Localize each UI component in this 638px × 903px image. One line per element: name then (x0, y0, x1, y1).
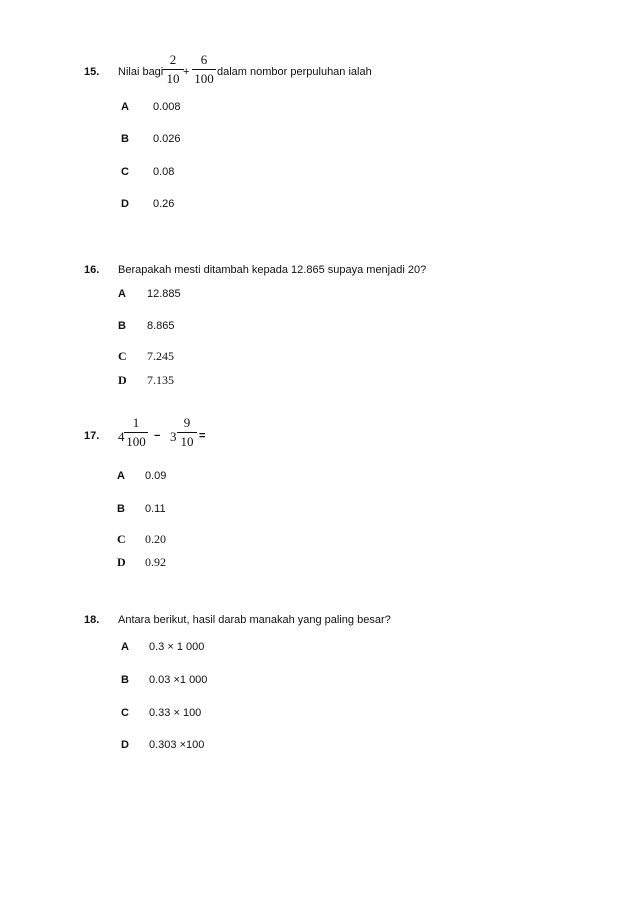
fraction-numerator: 9 (183, 415, 191, 430)
fraction-9-over-10 (177, 415, 197, 450)
option-text: 0.008 (153, 101, 181, 113)
option-text: 7.245 (147, 349, 174, 363)
question-15-prefix: Nilai bagi (118, 66, 164, 78)
minus-sign: − (154, 430, 161, 442)
question-18-text: Antara berikut, hasil darab manakah yang paling besar? (118, 614, 391, 626)
option-letter: A (118, 288, 126, 300)
plus-sign: + (183, 66, 190, 78)
option-text: 0.026 (153, 133, 181, 145)
fraction-numerator: 1 (132, 415, 140, 430)
option-letter: D (121, 739, 129, 751)
question-number-15: 15. (84, 66, 100, 78)
fraction-denominator: 10 (166, 71, 180, 86)
fraction-2-over-10 (162, 52, 184, 87)
option-text: 0.20 (145, 532, 166, 546)
option-text: 8.865 (147, 320, 175, 332)
fraction-6-over-100 (192, 52, 216, 87)
option-letter: B (121, 133, 129, 145)
fraction-denominator: 100 (126, 434, 146, 449)
option-text: 7.135 (147, 373, 174, 387)
option-text: 0.33 × 100 (149, 707, 202, 719)
option-letter: A (117, 470, 125, 482)
option-text: 0.09 (145, 470, 167, 482)
question-15-suffix: dalam nombor perpuluhan ialah (217, 66, 372, 78)
option-letter: C (121, 707, 129, 719)
option-letter: D (118, 373, 127, 387)
question-number-18: 18. (84, 614, 100, 626)
option-text: 0.11 (145, 503, 166, 515)
option-letter: B (118, 320, 126, 332)
question-number-16: 16. (84, 264, 100, 276)
option-letter: D (117, 555, 126, 569)
question-16-text: Berapakah mesti ditambah kepada 12.865 supaya menjadi 20? (118, 264, 427, 276)
option-letter: C (121, 166, 129, 178)
option-letter: A (121, 641, 129, 653)
option-letter: A (121, 101, 129, 113)
option-letter: B (121, 674, 129, 686)
fraction-numerator: 2 (169, 52, 177, 67)
fraction-1-over-100 (124, 415, 148, 450)
option-letter: C (117, 532, 126, 546)
fraction-bar (162, 69, 184, 70)
option-text: 0.08 (153, 166, 175, 178)
option-text: 12.885 (147, 288, 181, 300)
equals-sign: = (199, 430, 206, 442)
whole-number-4: 4 (118, 429, 125, 444)
fraction-bar (124, 432, 148, 433)
option-text: 0.03 ×1 000 (149, 674, 208, 686)
option-text: 0.26 (153, 198, 175, 210)
fraction-bar (177, 432, 197, 433)
option-letter: B (117, 503, 125, 515)
option-text: 0.3 × 1 000 (149, 641, 205, 653)
fraction-numerator: 6 (200, 52, 208, 67)
fraction-bar (192, 69, 216, 70)
option-letter: C (118, 349, 127, 363)
fraction-denominator: 10 (180, 434, 194, 449)
option-text: 0.92 (145, 555, 166, 569)
option-letter: D (121, 198, 129, 210)
question-number-17: 17. (84, 430, 100, 442)
whole-number-3: 3 (170, 429, 177, 444)
fraction-denominator: 100 (194, 71, 214, 86)
option-text: 0.303 ×100 (149, 739, 205, 751)
